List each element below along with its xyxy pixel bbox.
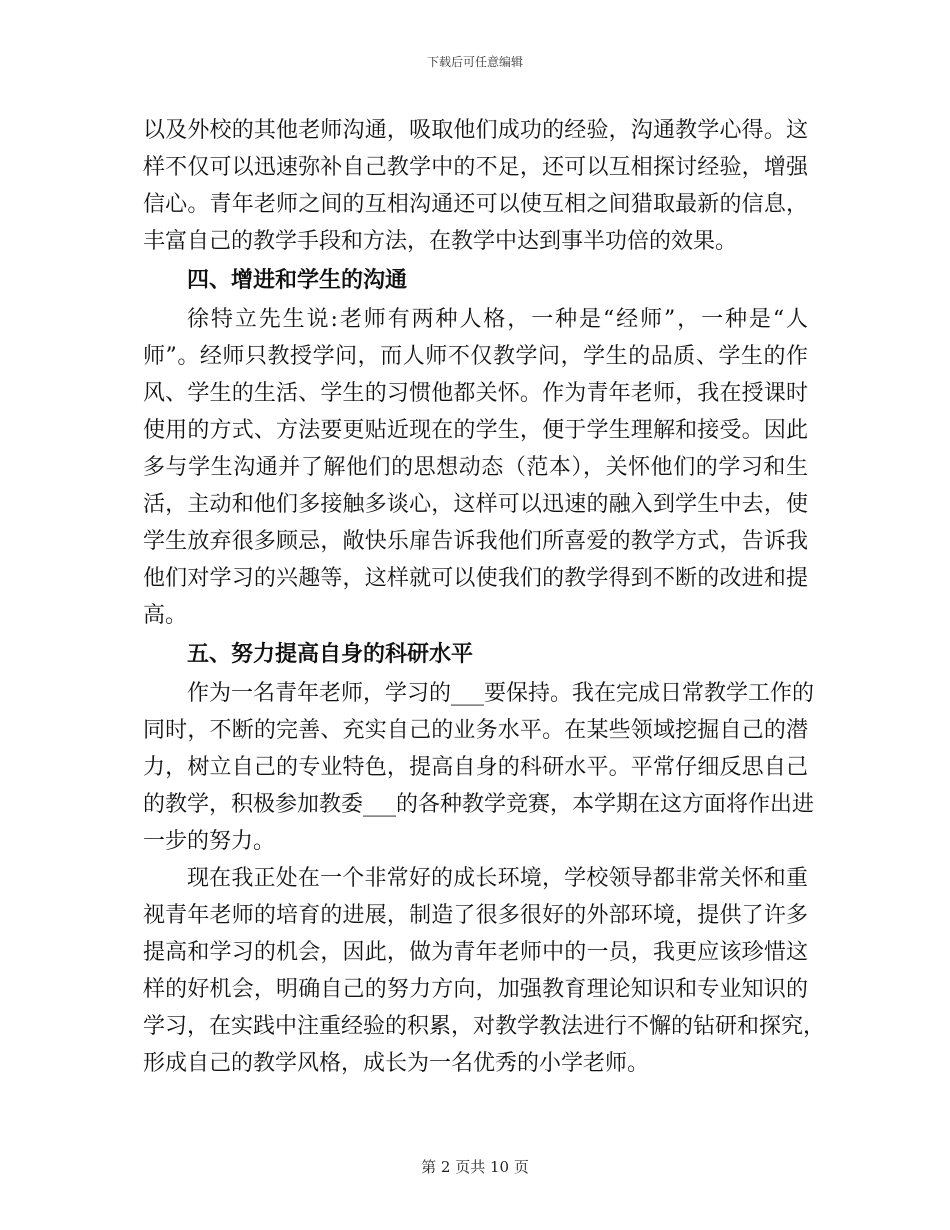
paragraph-line: 多与学生沟通并了解他们的思想动态（范本），关怀他们的学习和生 — [143, 455, 808, 480]
paragraph-line: 学习，在实践中注重经验的积累，对教学教法进行不懈的钻研和探究， — [143, 1014, 826, 1039]
document-body — [143, 112, 826, 1082]
paragraph-line: 形成自己的教学风格，成长为一名优秀的小学老师。 — [143, 1051, 650, 1076]
paragraph-line: 样不仅可以迅速弥补自己教学中的不足，还可以互相探讨经验，增强 — [143, 155, 808, 180]
paragraph-line: 同时，不断的完善、充实自己的业务水平。在某些领域挖掘自己的潜 — [143, 718, 808, 743]
paragraph-line: 师”。经师只教授学问，而人师不仅教学问，学生的品质、学生的作 — [143, 344, 808, 369]
paragraph-line: 样的好机会，明确自己的努力方向，加强教育理论知识和专业知识的 — [143, 977, 808, 1002]
paragraph-line: 信心。青年老师之间的互相沟通还可以使互相之间猎取最新的信息， — [143, 192, 808, 217]
paragraph-line: 高。 — [143, 603, 188, 628]
paragraph-line: 视青年老师的培育的进展，制造了很多很好的外部环境，提供了许多 — [143, 903, 808, 928]
paragraph-line: 以及外校的其他老师沟通，吸取他们成功的经验，沟通教学心得。这 — [143, 118, 808, 143]
paragraph-line: 现在我正处在一个非常好的成长环境，学校领导都非常关怀和重 — [187, 866, 808, 891]
paragraph-line: 徐特立先生说:老师有两种人格，一种是“经师”，一种是“人 — [187, 307, 808, 332]
paragraph-line: 作为一名青年老师，学习的___要保持。我在完成日常教学工作的 — [187, 681, 815, 706]
section-heading: 五、努力提高自身的科研水平 — [187, 641, 474, 667]
paragraph-line: 风、学生的生活、学生的习惯他都关怀。作为青年老师，我在授课时 — [143, 381, 808, 406]
paragraph-line: 他们对学习的兴趣等，这样就可以使我们的教学得到不断的改进和提 — [143, 566, 808, 591]
paragraph-line: 学生放弃很多顾忌，敞快乐扉告诉我他们所喜爱的教学方式，告诉我 — [143, 529, 808, 554]
paragraph-line: 力，树立自己的专业特色，提高自身的科研水平。平常仔细反思自己 — [143, 755, 808, 780]
page-footer: 第 2 页共 10 页 — [421, 1158, 529, 1176]
paragraph-line: 丰富自己的教学手段和方法，在教学中达到事半功倍的效果。 — [143, 229, 738, 254]
section-heading: 四、增进和学生的沟通 — [187, 267, 408, 293]
paragraph-line: 的教学，积极参加教委___的各种教学竞赛，本学期在这方面将作出进 — [143, 792, 815, 817]
paragraph-line: 使用的方式、方法要更贴近现在的学生，便于学生理解和接受。因此 — [143, 418, 808, 443]
paragraph-line: 提高和学习的机会，因此，做为青年老师中的一员，我更应该珍惜这 — [143, 940, 808, 965]
paragraph-line: 活，主动和他们多接触多谈心，这样可以迅速的融入到学生中去，使 — [143, 492, 808, 517]
paragraph-line: 一步的努力。 — [143, 829, 276, 854]
page-header: 下载后可任意编辑 — [426, 55, 523, 69]
